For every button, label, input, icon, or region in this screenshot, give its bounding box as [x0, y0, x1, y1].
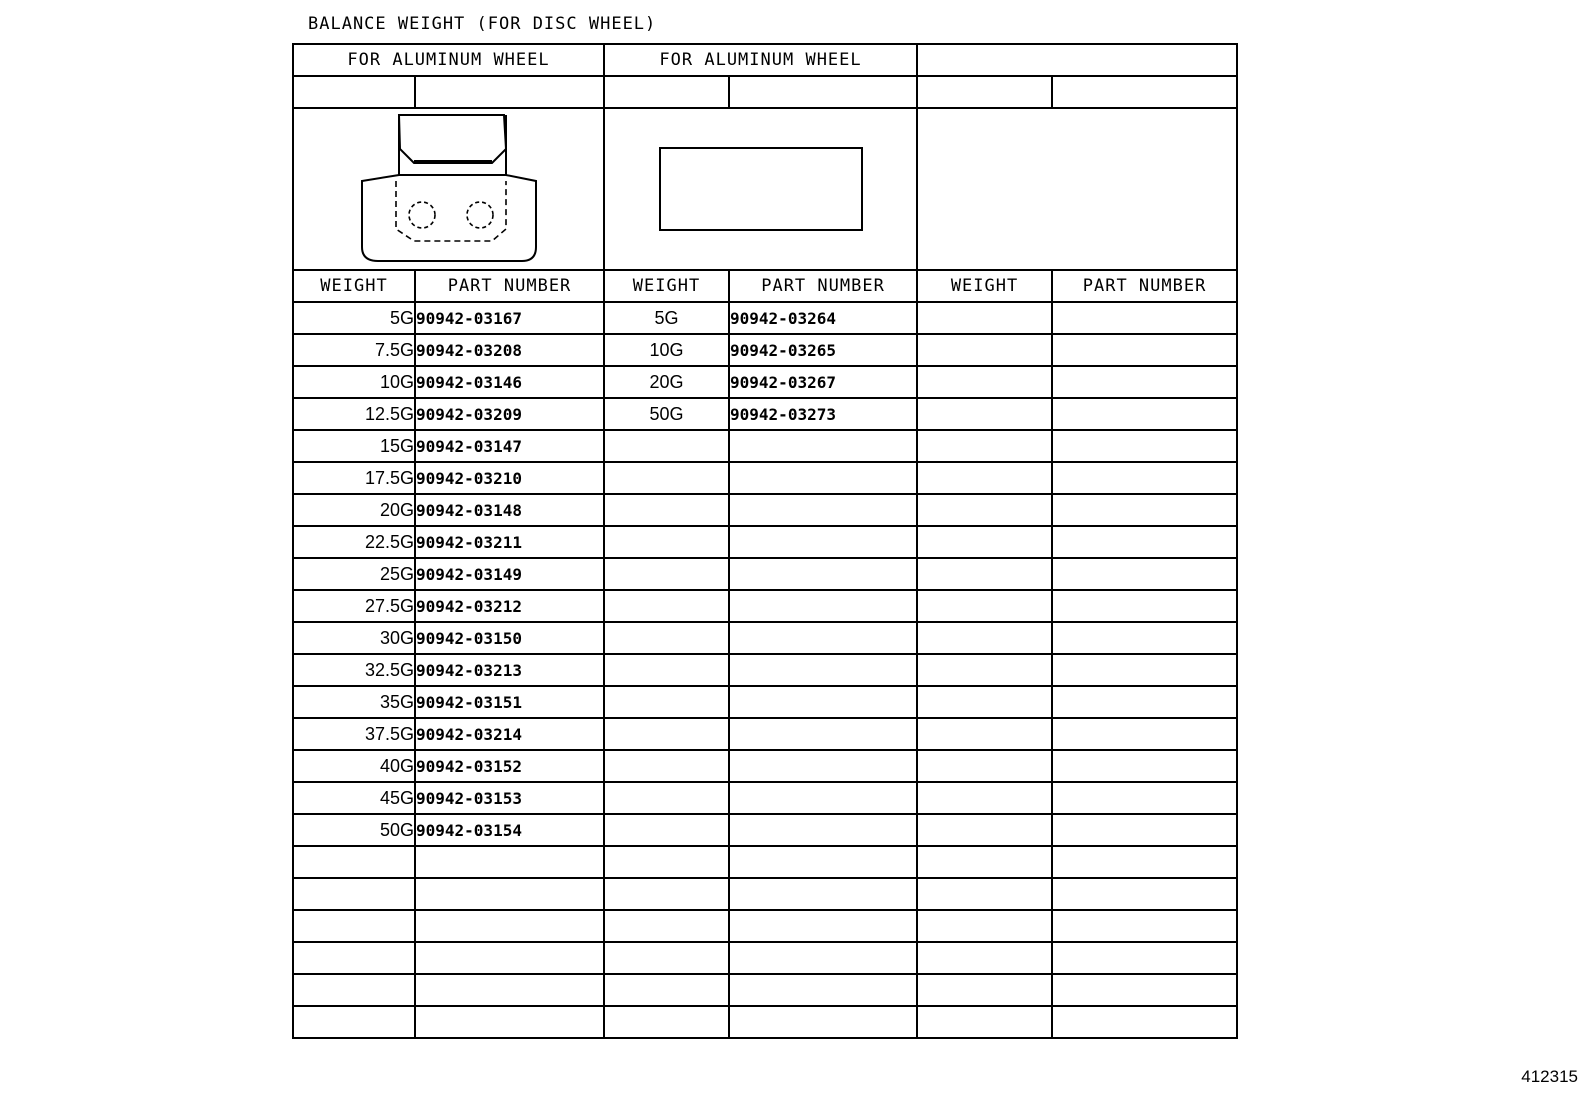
part-number-cell: 90942-03153 — [415, 782, 604, 814]
weight-cell: 45G — [293, 782, 415, 814]
table-row — [293, 878, 1237, 910]
part-number-cell — [729, 878, 917, 910]
col-weight-2: WEIGHT — [604, 270, 729, 302]
weight-cell — [917, 686, 1052, 718]
part-number-cell — [1052, 398, 1237, 430]
part-number-cell — [729, 718, 917, 750]
blank-cell — [917, 76, 1052, 108]
weight-cell: 27.5G — [293, 590, 415, 622]
adhesive-weight-illustration — [604, 108, 917, 270]
weight-cell: 10G — [604, 334, 729, 366]
weight-cell: 5G — [604, 302, 729, 334]
part-number-cell — [1052, 430, 1237, 462]
weight-cell — [917, 526, 1052, 558]
part-number-cell — [729, 494, 917, 526]
table-row — [293, 302, 1237, 334]
part-number-cell — [1052, 942, 1237, 974]
part-number-cell — [729, 622, 917, 654]
part-number-cell — [729, 558, 917, 590]
part-number-cell: 90942-03210 — [415, 462, 604, 494]
col-part-1: PART NUMBER — [415, 270, 604, 302]
col-weight-3: WEIGHT — [917, 270, 1052, 302]
weight-cell: 32.5G — [293, 654, 415, 686]
col-part-2: PART NUMBER — [729, 270, 917, 302]
part-number-cell: 90942-03167 — [415, 302, 604, 334]
table-row — [293, 334, 1237, 366]
weight-cell — [604, 814, 729, 846]
table-row — [293, 974, 1237, 1006]
table-row — [293, 462, 1237, 494]
weight-cell: 7.5G — [293, 334, 415, 366]
part-number-cell — [1052, 846, 1237, 878]
weight-cell — [604, 558, 729, 590]
weight-cell: 15G — [293, 430, 415, 462]
table-row — [293, 846, 1237, 878]
part-number-cell — [1052, 462, 1237, 494]
part-number-cell: 90942-03209 — [415, 398, 604, 430]
table-row — [293, 622, 1237, 654]
part-number-cell — [729, 686, 917, 718]
part-number-cell — [415, 974, 604, 1006]
weight-cell — [604, 718, 729, 750]
part-number-cell — [729, 782, 917, 814]
weight-cell — [917, 718, 1052, 750]
weight-cell — [604, 878, 729, 910]
weight-cell — [917, 366, 1052, 398]
part-number-cell — [1052, 334, 1237, 366]
col-weight-1: WEIGHT — [293, 270, 415, 302]
part-number-cell — [415, 846, 604, 878]
part-number-cell — [729, 814, 917, 846]
part-number-cell — [729, 750, 917, 782]
part-number-cell — [729, 526, 917, 558]
part-number-cell — [1052, 782, 1237, 814]
weight-cell: 50G — [604, 398, 729, 430]
part-number-cell — [1052, 910, 1237, 942]
weight-cell — [917, 398, 1052, 430]
part-number-cell — [415, 942, 604, 974]
part-number-cell — [1052, 1006, 1237, 1038]
group-heading-1: FOR ALUMINUM WHEEL — [293, 44, 604, 76]
weight-cell — [293, 846, 415, 878]
part-number-cell — [729, 590, 917, 622]
weight-cell: 35G — [293, 686, 415, 718]
weight-cell — [604, 686, 729, 718]
table-row — [293, 942, 1237, 974]
weight-cell — [917, 910, 1052, 942]
part-number-cell — [729, 430, 917, 462]
table-row — [293, 494, 1237, 526]
weight-cell — [917, 494, 1052, 526]
weight-cell — [293, 878, 415, 910]
weight-cell — [917, 334, 1052, 366]
clip-weight-illustration — [293, 108, 604, 270]
weight-cell — [604, 526, 729, 558]
table-row — [293, 430, 1237, 462]
weight-cell — [604, 750, 729, 782]
weight-cell: 30G — [293, 622, 415, 654]
part-number-cell — [1052, 718, 1237, 750]
weight-cell — [917, 814, 1052, 846]
weight-cell — [917, 974, 1052, 1006]
table-row — [293, 718, 1237, 750]
weight-cell — [293, 1006, 415, 1038]
part-number-cell: 90942-03147 — [415, 430, 604, 462]
table-row — [293, 590, 1237, 622]
blank-cell — [293, 76, 415, 108]
weight-cell: 20G — [604, 366, 729, 398]
table-row — [293, 526, 1237, 558]
part-number-cell: 90942-03152 — [415, 750, 604, 782]
group-heading-3 — [917, 44, 1237, 76]
part-number-cell — [1052, 974, 1237, 1006]
part-number-cell — [729, 942, 917, 974]
part-number-cell: 90942-03264 — [729, 302, 917, 334]
part-number-cell — [729, 910, 917, 942]
weight-cell: 37.5G — [293, 718, 415, 750]
part-number-cell — [729, 462, 917, 494]
part-number-cell: 90942-03267 — [729, 366, 917, 398]
table-row — [293, 814, 1237, 846]
weight-cell — [917, 750, 1052, 782]
weight-cell — [917, 462, 1052, 494]
weight-cell — [917, 942, 1052, 974]
part-number-cell: 90942-03265 — [729, 334, 917, 366]
weight-cell — [604, 430, 729, 462]
part-number-cell: 90942-03148 — [415, 494, 604, 526]
weight-cell — [917, 782, 1052, 814]
weight-cell — [917, 1006, 1052, 1038]
blank-cell — [415, 76, 604, 108]
empty-illustration — [917, 108, 1237, 270]
weight-cell — [604, 846, 729, 878]
weight-cell — [917, 654, 1052, 686]
part-number-cell — [729, 1006, 917, 1038]
part-number-cell: 90942-03211 — [415, 526, 604, 558]
weight-cell — [917, 430, 1052, 462]
clip-on-weight-drawing — [354, 109, 544, 269]
part-number-cell: 90942-03146 — [415, 366, 604, 398]
weight-cell: 40G — [293, 750, 415, 782]
part-number-cell — [1052, 622, 1237, 654]
part-number-cell — [729, 846, 917, 878]
part-number-cell — [1052, 750, 1237, 782]
part-number-cell — [1052, 366, 1237, 398]
weight-cell: 25G — [293, 558, 415, 590]
table-row — [293, 686, 1237, 718]
weight-cell — [604, 590, 729, 622]
part-number-cell: 90942-03149 — [415, 558, 604, 590]
weight-cell — [917, 302, 1052, 334]
weight-cell — [293, 942, 415, 974]
part-number-cell: 90942-03150 — [415, 622, 604, 654]
part-number-cell: 90942-03208 — [415, 334, 604, 366]
part-number-cell — [729, 654, 917, 686]
weight-cell — [604, 1006, 729, 1038]
table-row — [293, 558, 1237, 590]
weight-cell — [604, 622, 729, 654]
part-number-cell — [1052, 654, 1237, 686]
weight-cell — [604, 974, 729, 1006]
balance-weight-table — [292, 43, 1238, 1039]
part-number-cell: 90942-03273 — [729, 398, 917, 430]
part-number-cell — [1052, 302, 1237, 334]
part-number-cell — [415, 878, 604, 910]
weight-cell — [604, 942, 729, 974]
part-number-cell — [415, 1006, 604, 1038]
part-number-cell — [1052, 590, 1237, 622]
weight-cell: 10G — [293, 366, 415, 398]
table-row — [293, 782, 1237, 814]
part-number-cell: 90942-03212 — [415, 590, 604, 622]
blank-cell — [604, 76, 729, 108]
part-number-cell: 90942-03151 — [415, 686, 604, 718]
weight-cell: 50G — [293, 814, 415, 846]
weight-cell: 12.5G — [293, 398, 415, 430]
part-number-cell: 90942-03214 — [415, 718, 604, 750]
weight-cell — [604, 910, 729, 942]
table-row — [293, 654, 1237, 686]
weight-cell — [604, 494, 729, 526]
weight-cell — [293, 910, 415, 942]
part-number-cell: 90942-03154 — [415, 814, 604, 846]
part-number-cell — [1052, 878, 1237, 910]
table-row — [293, 750, 1237, 782]
table-row — [293, 366, 1237, 398]
table-row — [293, 398, 1237, 430]
weight-cell — [917, 622, 1052, 654]
table-row — [293, 910, 1237, 942]
weight-cell — [917, 590, 1052, 622]
weight-cell — [917, 878, 1052, 910]
weight-cell — [293, 974, 415, 1006]
weight-cell — [604, 782, 729, 814]
part-number-cell: 90942-03213 — [415, 654, 604, 686]
col-part-3: PART NUMBER — [1052, 270, 1237, 302]
part-number-cell — [1052, 494, 1237, 526]
part-number-cell — [415, 910, 604, 942]
part-number-cell — [1052, 814, 1237, 846]
weight-cell — [604, 462, 729, 494]
weight-cell — [604, 654, 729, 686]
blank-cell — [1052, 76, 1237, 108]
weight-cell — [917, 558, 1052, 590]
weight-cell: 22.5G — [293, 526, 415, 558]
blank-cell — [729, 76, 917, 108]
adhesive-weight-drawing — [656, 144, 866, 234]
weight-cell — [917, 846, 1052, 878]
part-number-cell — [1052, 526, 1237, 558]
drawing-code: 412315 — [1521, 1067, 1578, 1086]
part-number-cell — [1052, 686, 1237, 718]
group-heading-2: FOR ALUMINUM WHEEL — [604, 44, 917, 76]
part-number-cell — [1052, 558, 1237, 590]
part-number-cell — [729, 974, 917, 1006]
weight-cell: 20G — [293, 494, 415, 526]
document-title: BALANCE WEIGHT (FOR DISC WHEEL) — [308, 14, 657, 34]
table-row — [293, 1006, 1237, 1038]
weight-cell: 17.5G — [293, 462, 415, 494]
weight-cell: 5G — [293, 302, 415, 334]
